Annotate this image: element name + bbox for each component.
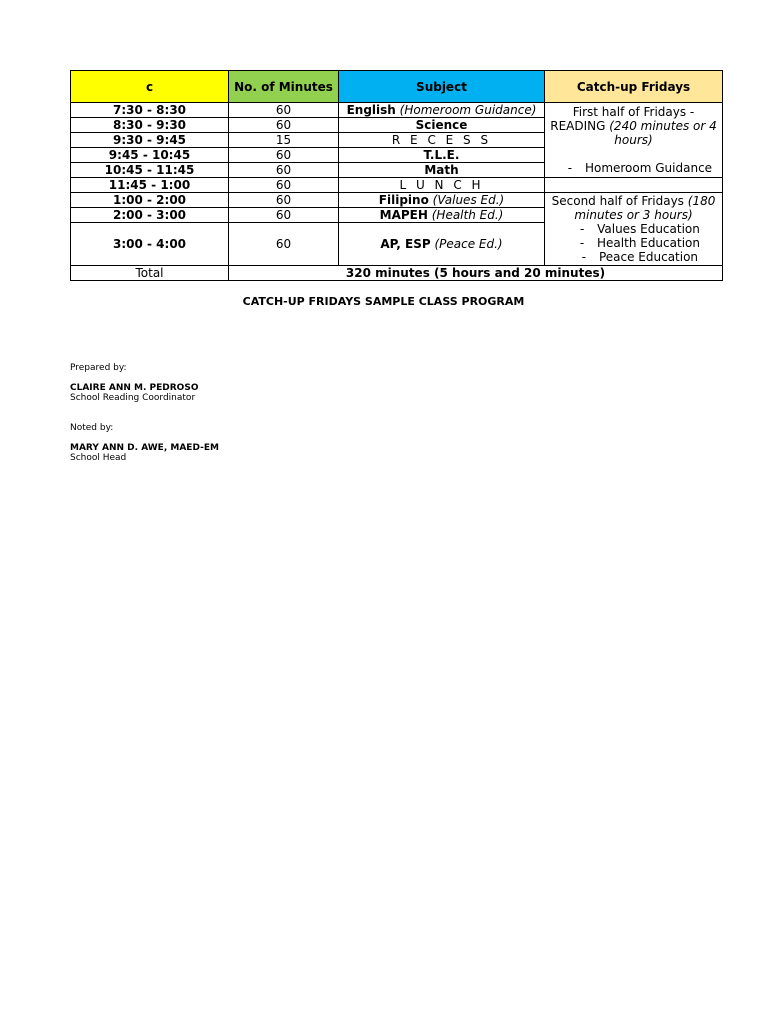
minutes-cell: 60 xyxy=(229,103,339,118)
subject-note: (Values Ed.) xyxy=(432,193,505,207)
subject-name: Science xyxy=(415,118,468,132)
time-cell: 2:00 - 3:00 xyxy=(71,208,229,223)
time-cell: 8:30 - 9:30 xyxy=(71,118,229,133)
time-cell: 11:45 - 1:00 xyxy=(71,178,229,193)
catchup-first-line2: READING xyxy=(550,119,606,133)
dash-bullet: - xyxy=(567,161,573,175)
dash-bullet: - xyxy=(579,222,585,236)
subject-note: (Peace Ed.) xyxy=(434,237,503,251)
catchup-item-label: Values Education xyxy=(597,222,700,236)
dash-bullet: - xyxy=(579,236,585,250)
catchup-second-note: (180 minutes or 3 hours) xyxy=(574,194,716,222)
table-caption: CATCH-UP FRIDAYS SAMPLE CLASS PROGRAM xyxy=(242,295,525,308)
table-row xyxy=(71,103,723,118)
total-label: Total xyxy=(71,266,229,281)
total-row xyxy=(71,266,723,281)
header-time: c xyxy=(71,71,229,103)
prepared-by-role: School Reading Coordinator xyxy=(70,393,196,403)
table-header-row xyxy=(71,71,723,103)
subject-name: R E C E S S xyxy=(391,133,492,147)
table-row xyxy=(71,193,723,208)
table-row xyxy=(71,178,723,193)
subject-name: AP, ESP xyxy=(380,237,431,251)
subject-cell xyxy=(339,178,545,193)
minutes-cell: 60 xyxy=(229,178,339,193)
header-minutes: No. of Minutes xyxy=(229,71,339,103)
subject-name: English xyxy=(346,103,396,117)
header-subject: Subject xyxy=(339,71,545,103)
minutes-cell: 60 xyxy=(229,208,339,223)
total-value: 320 minutes (5 hours and 20 minutes) xyxy=(229,266,723,281)
catchup-item xyxy=(547,250,720,264)
catchup-item-label: Peace Education xyxy=(598,250,699,264)
subject-cell xyxy=(339,103,545,118)
catchup-item xyxy=(547,236,720,250)
time-cell: 10:45 - 11:45 xyxy=(71,163,229,178)
prepared-by-name xyxy=(70,383,198,393)
signatory-name: CLAIRE ANN M. PEDROSO xyxy=(70,383,199,393)
catchup-item xyxy=(547,222,720,236)
subject-cell xyxy=(339,208,545,223)
noted-by-name xyxy=(70,443,219,453)
noted-by-label: Noted by: xyxy=(70,423,114,433)
time-cell: 1:00 - 2:00 xyxy=(71,193,229,208)
catchup-second-line1: Second half of Fridays xyxy=(551,194,684,208)
time-cell: 7:30 - 8:30 xyxy=(71,103,229,118)
catchup-first-line1: First half of Fridays - xyxy=(572,105,695,119)
subject-name: MAPEH xyxy=(379,208,428,222)
time-cell: 9:30 - 9:45 xyxy=(71,133,229,148)
subject-name: T.L.E. xyxy=(423,148,460,162)
class-program-table xyxy=(70,70,723,281)
catchup-first-half xyxy=(545,103,723,178)
catchup-second-half xyxy=(545,193,723,266)
header-catchup: Catch-up Fridays xyxy=(545,71,723,103)
subject-cell xyxy=(339,118,545,133)
catchup-empty-cell xyxy=(545,178,723,193)
subject-name: Filipino xyxy=(378,193,429,207)
minutes-cell: 60 xyxy=(229,148,339,163)
subject-name: Math xyxy=(424,163,459,177)
signatory-name: MARY ANN D. AWE, MAED-EM xyxy=(70,443,219,453)
catchup-first-note: (240 minutes or 4 hours) xyxy=(609,119,717,147)
catchup-item-label: Homeroom Guidance xyxy=(584,161,713,175)
noted-by-role: School Head xyxy=(70,453,127,463)
catchup-item xyxy=(547,161,720,175)
minutes-cell: 60 xyxy=(229,223,339,266)
subject-note: (Homeroom Guidance) xyxy=(399,103,537,117)
subject-cell xyxy=(339,163,545,178)
subject-cell xyxy=(339,193,545,208)
prepared-by-label: Prepared by: xyxy=(70,363,127,373)
time-cell: 3:00 - 4:00 xyxy=(71,223,229,266)
dash-bullet: - xyxy=(581,250,587,264)
minutes-cell: 60 xyxy=(229,163,339,178)
subject-name: L U N C H xyxy=(399,178,484,192)
minutes-cell: 60 xyxy=(229,118,339,133)
minutes-cell: 60 xyxy=(229,193,339,208)
minutes-cell: 15 xyxy=(229,133,339,148)
catchup-item-label: Health Education xyxy=(597,236,700,250)
subject-cell xyxy=(339,133,545,148)
time-cell: 9:45 - 10:45 xyxy=(71,148,229,163)
subject-cell xyxy=(339,223,545,266)
subject-note: (Health Ed.) xyxy=(431,208,504,222)
subject-cell xyxy=(339,148,545,163)
